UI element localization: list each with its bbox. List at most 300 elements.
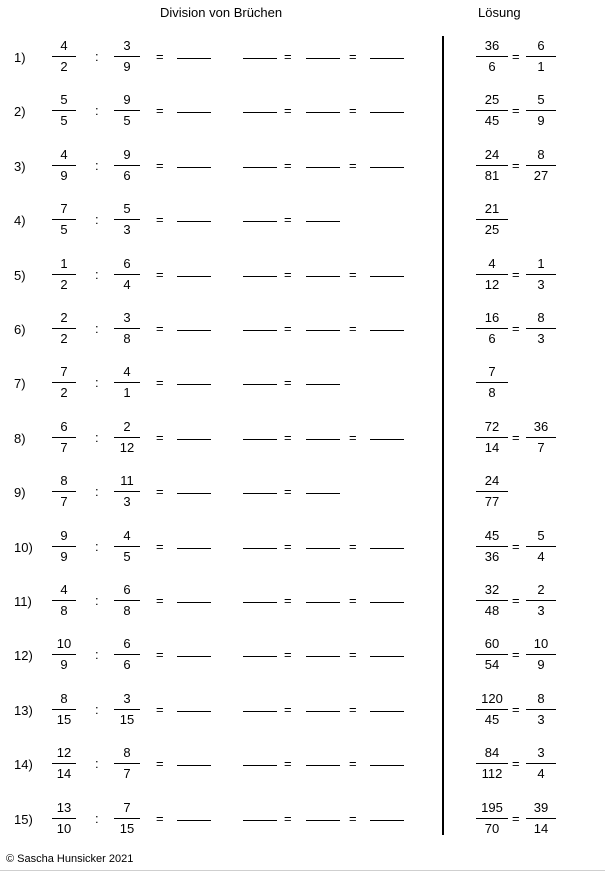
answer-blank[interactable] bbox=[243, 548, 277, 549]
solution-fraction bbox=[476, 691, 508, 735]
fraction-bar bbox=[526, 654, 556, 655]
answer-blank[interactable] bbox=[177, 602, 211, 603]
numerator: 3 bbox=[537, 745, 545, 761]
answer-blank[interactable] bbox=[177, 493, 211, 494]
exercise-number: 4) bbox=[14, 213, 26, 229]
dividend-fraction bbox=[52, 364, 76, 408]
exercise-number: 12) bbox=[14, 648, 33, 664]
page-bottom-line bbox=[0, 870, 605, 871]
denominator: 9 bbox=[60, 167, 68, 183]
denominator: 3 bbox=[123, 222, 131, 238]
solution-fraction bbox=[476, 745, 508, 789]
denominator: 12 bbox=[119, 439, 135, 455]
answer-blank[interactable] bbox=[177, 221, 211, 222]
dividend-fraction bbox=[52, 38, 76, 82]
denominator: 7 bbox=[60, 439, 68, 455]
dividend-fraction bbox=[52, 691, 76, 735]
denominator: 14 bbox=[484, 439, 500, 455]
answer-blank[interactable] bbox=[243, 330, 277, 331]
numerator: 16 bbox=[484, 310, 500, 325]
denominator: 5 bbox=[60, 113, 68, 129]
equals-sign: = bbox=[284, 538, 292, 554]
numerator: 8 bbox=[60, 473, 68, 489]
denominator: 112 bbox=[481, 766, 503, 782]
equals-sign: = bbox=[349, 49, 357, 64]
divide-sign: : bbox=[95, 429, 99, 445]
exercise-row bbox=[0, 254, 605, 300]
answer-blank[interactable] bbox=[306, 820, 340, 821]
numerator: 2 bbox=[60, 310, 68, 325]
divisor-fraction bbox=[114, 473, 140, 517]
numerator: 8 bbox=[60, 690, 68, 706]
equals-sign: = bbox=[284, 484, 292, 500]
dividend-fraction bbox=[52, 310, 76, 354]
numerator: 5 bbox=[537, 92, 545, 108]
answer-blank[interactable] bbox=[370, 58, 404, 59]
dividend-fraction bbox=[52, 256, 76, 300]
fraction-bar bbox=[52, 654, 76, 655]
answer-blank[interactable] bbox=[370, 765, 404, 766]
equals-sign: = bbox=[284, 810, 292, 826]
equals-sign: = bbox=[156, 538, 164, 554]
exercise-row bbox=[0, 36, 605, 82]
equals-sign: = bbox=[349, 647, 357, 663]
divisor-fraction bbox=[114, 691, 140, 735]
answer-blank[interactable] bbox=[243, 112, 277, 113]
equals-sign: = bbox=[156, 212, 164, 228]
fraction-bar bbox=[52, 382, 76, 383]
equals-sign: = bbox=[284, 103, 292, 119]
numerator: 72 bbox=[484, 418, 500, 434]
numerator: 24 bbox=[484, 146, 500, 162]
fraction-bar bbox=[526, 56, 556, 57]
dividend-fraction bbox=[52, 800, 76, 844]
fraction-bar bbox=[526, 818, 556, 819]
fraction-bar bbox=[52, 56, 76, 57]
equals-sign: = bbox=[512, 756, 520, 772]
solution-fraction bbox=[476, 473, 508, 517]
denominator: 9 bbox=[537, 657, 545, 673]
equals-sign: = bbox=[349, 157, 357, 173]
numerator: 8 bbox=[537, 146, 545, 162]
denominator: 7 bbox=[537, 439, 545, 455]
denominator: 6 bbox=[488, 59, 496, 74]
fraction-bar bbox=[114, 763, 140, 764]
numerator: 4 bbox=[123, 364, 131, 380]
equals-sign: = bbox=[512, 103, 520, 119]
solution-fraction bbox=[476, 419, 508, 463]
denominator: 77 bbox=[484, 494, 500, 510]
numerator: 9 bbox=[123, 146, 131, 162]
fraction-bar bbox=[526, 546, 556, 547]
fraction-bar bbox=[114, 709, 140, 710]
solution-fraction bbox=[476, 147, 508, 191]
denominator: 81 bbox=[484, 167, 500, 183]
equals-sign: = bbox=[512, 429, 520, 445]
divide-sign: : bbox=[95, 103, 99, 119]
exercise-number: 10) bbox=[14, 539, 33, 555]
answer-blank[interactable] bbox=[370, 602, 404, 603]
divide-sign: : bbox=[95, 321, 99, 336]
answer-blank[interactable] bbox=[177, 384, 211, 385]
fraction-bar bbox=[476, 818, 508, 819]
answer-blank[interactable] bbox=[306, 602, 340, 603]
simplified-fraction bbox=[526, 419, 556, 463]
divisor-fraction bbox=[114, 364, 140, 408]
answer-blank[interactable] bbox=[306, 439, 340, 440]
numerator: 24 bbox=[484, 473, 500, 489]
answer-blank[interactable] bbox=[370, 167, 404, 168]
denominator: 7 bbox=[123, 766, 131, 782]
numerator: 36 bbox=[533, 418, 549, 434]
exercise-row bbox=[0, 308, 605, 354]
dividend-fraction bbox=[52, 419, 76, 463]
denominator: 6 bbox=[123, 657, 131, 673]
solution-title: Lösung bbox=[478, 5, 521, 20]
numerator: 5 bbox=[123, 201, 131, 217]
denominator: 3 bbox=[537, 331, 545, 346]
fraction-bar bbox=[114, 219, 140, 220]
divide-sign: : bbox=[95, 484, 99, 500]
page-title: Division von Brüchen bbox=[160, 5, 283, 20]
answer-blank[interactable] bbox=[243, 58, 277, 59]
answer-blank[interactable] bbox=[306, 221, 340, 222]
numerator: 3 bbox=[123, 690, 131, 706]
denominator: 7 bbox=[60, 494, 68, 510]
answer-blank[interactable] bbox=[177, 167, 211, 168]
exercise-number: 11) bbox=[14, 594, 32, 609]
denominator: 2 bbox=[60, 385, 68, 401]
numerator: 9 bbox=[60, 527, 68, 543]
answer-blank[interactable] bbox=[243, 276, 277, 277]
fraction-bar bbox=[526, 763, 556, 764]
simplified-fraction bbox=[526, 310, 556, 354]
fraction-bar bbox=[526, 437, 556, 438]
answer-blank[interactable] bbox=[177, 58, 211, 59]
exercise-number: 7) bbox=[14, 376, 26, 392]
answer-blank[interactable] bbox=[306, 384, 340, 385]
exercise-number: 14) bbox=[14, 757, 33, 773]
denominator: 8 bbox=[60, 603, 68, 618]
simplified-fraction bbox=[526, 636, 556, 680]
denominator: 1 bbox=[123, 385, 131, 401]
answer-blank[interactable] bbox=[177, 820, 211, 821]
numerator: 4 bbox=[60, 38, 68, 53]
divisor-fraction bbox=[114, 745, 140, 789]
answer-blank[interactable] bbox=[243, 656, 277, 657]
equals-sign: = bbox=[349, 429, 357, 445]
equals-sign: = bbox=[349, 103, 357, 119]
answer-blank[interactable] bbox=[306, 112, 340, 113]
denominator: 3 bbox=[123, 494, 131, 510]
equals-sign: = bbox=[349, 266, 357, 282]
answer-blank[interactable] bbox=[306, 276, 340, 277]
denominator: 15 bbox=[119, 711, 135, 727]
fraction-bar bbox=[52, 328, 76, 329]
fraction-bar bbox=[114, 546, 140, 547]
denominator: 12 bbox=[484, 276, 500, 292]
fraction-bar bbox=[476, 709, 508, 710]
numerator: 9 bbox=[123, 92, 131, 108]
exercise-number: 13) bbox=[14, 702, 33, 718]
equals-sign: = bbox=[284, 647, 292, 663]
denominator: 1 bbox=[537, 59, 545, 74]
answer-blank[interactable] bbox=[370, 276, 404, 277]
answer-blank[interactable] bbox=[177, 656, 211, 657]
exercise-row bbox=[0, 743, 605, 789]
dividend-fraction bbox=[52, 528, 76, 572]
fraction-bar bbox=[526, 328, 556, 329]
answer-blank[interactable] bbox=[243, 493, 277, 494]
fraction-bar bbox=[114, 110, 140, 111]
fraction-bar bbox=[526, 600, 556, 601]
denominator: 5 bbox=[60, 222, 68, 238]
equals-sign: = bbox=[156, 647, 164, 663]
equals-sign: = bbox=[156, 756, 164, 772]
answer-blank[interactable] bbox=[370, 439, 404, 440]
denominator: 5 bbox=[123, 113, 131, 129]
numerator: 36 bbox=[484, 38, 500, 53]
equals-sign: = bbox=[349, 810, 357, 826]
denominator: 10 bbox=[56, 820, 72, 836]
numerator: 2 bbox=[537, 582, 545, 597]
answer-blank[interactable] bbox=[370, 548, 404, 549]
equals-sign: = bbox=[284, 212, 292, 228]
fraction-bar bbox=[526, 110, 556, 111]
fraction-bar bbox=[52, 818, 76, 819]
fraction-bar bbox=[476, 437, 508, 438]
exercise-row bbox=[0, 526, 605, 572]
answer-blank[interactable] bbox=[177, 711, 211, 712]
equals-sign: = bbox=[349, 321, 357, 336]
equals-sign: = bbox=[349, 701, 357, 717]
fraction-bar bbox=[476, 491, 508, 492]
answer-blank[interactable] bbox=[243, 820, 277, 821]
divisor-fraction bbox=[114, 38, 140, 82]
fraction-bar bbox=[52, 437, 76, 438]
fraction-bar bbox=[476, 600, 508, 601]
divide-sign: : bbox=[95, 593, 99, 608]
denominator: 9 bbox=[60, 548, 68, 564]
divide-sign: : bbox=[95, 266, 99, 282]
solution-fraction bbox=[476, 38, 508, 82]
answer-blank[interactable] bbox=[306, 167, 340, 168]
fraction-bar bbox=[52, 546, 76, 547]
fraction-bar bbox=[114, 328, 140, 329]
answer-blank[interactable] bbox=[243, 765, 277, 766]
numerator: 10 bbox=[56, 636, 72, 652]
answer-blank[interactable] bbox=[243, 711, 277, 712]
numerator: 8 bbox=[123, 745, 131, 761]
solution-fraction bbox=[476, 800, 508, 844]
equals-sign: = bbox=[284, 593, 292, 608]
answer-blank[interactable] bbox=[177, 276, 211, 277]
answer-blank[interactable] bbox=[370, 112, 404, 113]
numerator: 12 bbox=[56, 745, 72, 761]
exercise-number: 5) bbox=[14, 267, 26, 283]
divisor-fraction bbox=[114, 147, 140, 191]
dividend-fraction bbox=[52, 745, 76, 789]
exercise-number: 15) bbox=[14, 811, 33, 827]
equals-sign: = bbox=[156, 266, 164, 282]
divisor-fraction bbox=[114, 256, 140, 300]
dividend-fraction bbox=[52, 636, 76, 680]
answer-blank[interactable] bbox=[306, 765, 340, 766]
numerator: 32 bbox=[484, 582, 500, 597]
answer-blank[interactable] bbox=[370, 820, 404, 821]
fraction-bar bbox=[526, 274, 556, 275]
divisor-fraction bbox=[114, 201, 140, 245]
denominator: 4 bbox=[537, 548, 545, 564]
solution-fraction bbox=[476, 528, 508, 572]
answer-blank[interactable] bbox=[177, 330, 211, 331]
answer-blank[interactable] bbox=[370, 711, 404, 712]
solution-fraction bbox=[476, 256, 508, 300]
divide-sign: : bbox=[95, 756, 99, 772]
answer-blank[interactable] bbox=[370, 656, 404, 657]
denominator: 2 bbox=[60, 276, 68, 292]
fraction-bar bbox=[52, 763, 76, 764]
solution-fraction bbox=[476, 364, 508, 408]
equals-sign: = bbox=[512, 49, 520, 64]
equals-sign: = bbox=[512, 157, 520, 173]
numerator: 7 bbox=[488, 364, 496, 380]
exercise-row bbox=[0, 417, 605, 463]
divisor-fraction bbox=[114, 636, 140, 680]
divide-sign: : bbox=[95, 157, 99, 173]
fraction-bar bbox=[114, 274, 140, 275]
answer-blank[interactable] bbox=[177, 765, 211, 766]
answer-blank[interactable] bbox=[370, 330, 404, 331]
divide-sign: : bbox=[95, 647, 99, 663]
denominator: 36 bbox=[484, 548, 500, 564]
divisor-fraction bbox=[114, 582, 140, 626]
divisor-fraction bbox=[114, 310, 140, 354]
equals-sign: = bbox=[156, 321, 164, 336]
denominator: 15 bbox=[119, 820, 135, 836]
numerator: 2 bbox=[123, 418, 131, 434]
dividend-fraction bbox=[52, 582, 76, 626]
fraction-bar bbox=[114, 56, 140, 57]
equals-sign: = bbox=[512, 701, 520, 717]
answer-blank[interactable] bbox=[306, 493, 340, 494]
numerator: 3 bbox=[123, 310, 131, 325]
denominator: 15 bbox=[56, 711, 72, 727]
answer-blank[interactable] bbox=[243, 221, 277, 222]
answer-blank[interactable] bbox=[243, 167, 277, 168]
exercise-row bbox=[0, 798, 605, 844]
fraction-bar bbox=[114, 491, 140, 492]
denominator: 8 bbox=[488, 385, 496, 401]
numerator: 6 bbox=[123, 255, 131, 271]
equals-sign: = bbox=[284, 157, 292, 173]
fraction-bar bbox=[476, 546, 508, 547]
numerator: 1 bbox=[537, 255, 545, 271]
equals-sign: = bbox=[156, 157, 164, 173]
equals-sign: = bbox=[284, 701, 292, 717]
divisor-fraction bbox=[114, 800, 140, 844]
fraction-bar bbox=[52, 491, 76, 492]
exercise-row bbox=[0, 580, 605, 626]
numerator: 6 bbox=[123, 582, 131, 597]
numerator: 8 bbox=[537, 690, 545, 706]
denominator: 45 bbox=[484, 113, 500, 129]
denominator: 48 bbox=[484, 603, 500, 618]
denominator: 3 bbox=[537, 603, 545, 618]
numerator: 84 bbox=[484, 745, 500, 761]
fraction-bar bbox=[476, 56, 508, 57]
dividend-fraction bbox=[52, 147, 76, 191]
answer-blank[interactable] bbox=[177, 439, 211, 440]
answer-blank[interactable] bbox=[177, 548, 211, 549]
answer-blank[interactable] bbox=[177, 112, 211, 113]
denominator: 3 bbox=[537, 276, 545, 292]
solution-fraction bbox=[476, 92, 508, 136]
equals-sign: = bbox=[284, 321, 292, 336]
fraction-bar bbox=[476, 328, 508, 329]
denominator: 4 bbox=[537, 766, 545, 782]
equals-sign: = bbox=[156, 429, 164, 445]
answer-blank[interactable] bbox=[306, 656, 340, 657]
fraction-bar bbox=[52, 709, 76, 710]
simplified-fraction bbox=[526, 800, 556, 844]
numerator: 39 bbox=[533, 799, 549, 815]
equals-sign: = bbox=[156, 593, 164, 608]
answer-blank[interactable] bbox=[306, 58, 340, 59]
numerator: 6 bbox=[123, 636, 131, 652]
exercise-row bbox=[0, 634, 605, 680]
denominator: 6 bbox=[488, 331, 496, 346]
divide-sign: : bbox=[95, 810, 99, 826]
fraction-bar bbox=[114, 437, 140, 438]
denominator: 45 bbox=[484, 711, 500, 727]
answer-blank[interactable] bbox=[243, 602, 277, 603]
fraction-bar bbox=[526, 709, 556, 710]
fraction-bar bbox=[52, 219, 76, 220]
copyright-footer: © Sascha Hunsicker 2021 bbox=[6, 853, 134, 865]
equals-sign: = bbox=[349, 538, 357, 554]
answer-blank[interactable] bbox=[306, 330, 340, 331]
equals-sign: = bbox=[156, 375, 164, 391]
denominator: 14 bbox=[56, 766, 72, 782]
exercise-number: 9) bbox=[14, 485, 26, 501]
fraction-bar bbox=[114, 818, 140, 819]
fraction-bar bbox=[52, 110, 76, 111]
exercise-number: 2) bbox=[14, 104, 26, 120]
equals-sign: = bbox=[156, 484, 164, 500]
denominator: 8 bbox=[123, 603, 131, 618]
exercise-number: 1) bbox=[14, 50, 26, 65]
answer-blank[interactable] bbox=[243, 439, 277, 440]
fraction-bar bbox=[114, 165, 140, 166]
answer-blank[interactable] bbox=[306, 711, 340, 712]
numerator: 1 bbox=[60, 255, 68, 271]
denominator: 54 bbox=[484, 657, 500, 673]
numerator: 4 bbox=[488, 255, 496, 271]
simplified-fraction bbox=[526, 92, 556, 136]
denominator: 8 bbox=[123, 331, 131, 346]
numerator: 13 bbox=[56, 799, 72, 815]
divisor-fraction bbox=[114, 419, 140, 463]
denominator: 9 bbox=[537, 113, 545, 129]
answer-blank[interactable] bbox=[243, 384, 277, 385]
fraction-bar bbox=[52, 165, 76, 166]
fraction-bar bbox=[52, 600, 76, 601]
answer-blank[interactable] bbox=[306, 548, 340, 549]
denominator: 6 bbox=[123, 167, 131, 183]
equals-sign: = bbox=[512, 321, 520, 336]
fraction-bar bbox=[526, 165, 556, 166]
